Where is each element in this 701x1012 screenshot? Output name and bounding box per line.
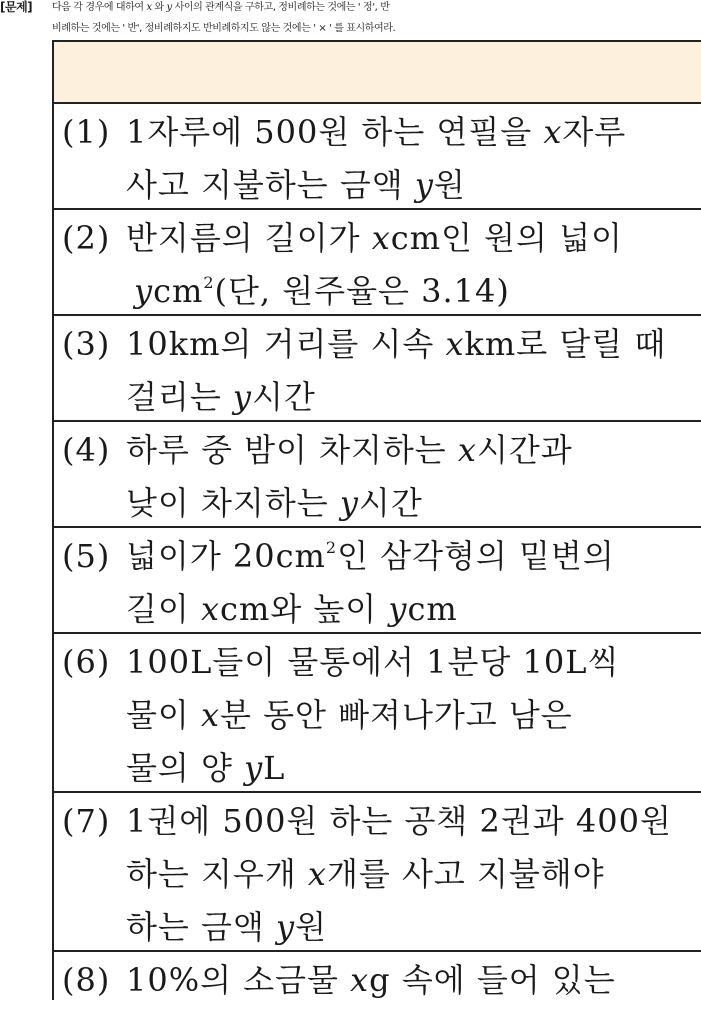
table-header-row [54, 42, 701, 104]
problem-line: 사고 지불하는 금액 y원 [126, 166, 466, 204]
problem-number: (1) [62, 113, 111, 151]
problem-line: ycm$^2$(단, 원주율은 3.14) [134, 272, 510, 310]
problem-line: 하루 중 밤이 차지하는 x시간과 [126, 431, 573, 469]
instruction-text: 다음 각 경우에 대하여 [52, 2, 144, 13]
problem-number: (7) [62, 802, 111, 840]
problem-line: 10km의 거리를 시속 xkm로 달릴 때 [126, 325, 667, 363]
problem-line: 1자루에 500원 하는 연필을 x자루 [126, 113, 627, 151]
problem-row-3 [54, 316, 701, 422]
problem-number: (5) [62, 537, 111, 575]
problem-number: (6) [62, 643, 111, 681]
problem-line: 물이 x분 동안 빠져나가고 남은 [126, 696, 573, 734]
problem-line: 걸리는 y시간 [126, 378, 316, 416]
problem-line: 10%의 소금물 xg 속에 들어 있는 [126, 961, 616, 999]
instruction-text: 와 [154, 2, 164, 13]
problem-table [52, 40, 701, 1000]
problem-number: (8) [62, 961, 111, 999]
var-y: y [166, 2, 172, 13]
problem-number: (3) [62, 325, 111, 363]
problem-line: 100L들이 물통에서 1분당 10L씩 [126, 643, 620, 681]
problem-line: 1권에 500원 하는 공책 2권과 400원 [126, 802, 672, 840]
instruction-text: 사이의 관계식을 구하고, 정비례하는 것에는 ' 정', 반 [174, 2, 390, 13]
problem-tag: [문제] [0, 0, 33, 14]
problem-line: 길이 xcm와 높이 ycm [126, 590, 458, 628]
problem-row-4 [54, 422, 701, 528]
instruction-line-2: 비례하는 것에는 ' 반', 정비례하지도 반비례하지도 않는 것에는 ' × ' 를 표시하여라. [52, 23, 396, 34]
problem-line: 넓이가 $20cm^2$인 삼각형의 밑변의 [126, 537, 615, 575]
problem-row-7 [54, 793, 701, 952]
instruction-line-1 [52, 1, 692, 14]
problem-row-1 [54, 104, 701, 210]
problem-row-2 [54, 210, 701, 316]
problem-line: 물의 양 yL [126, 749, 286, 787]
page-header [0, 0, 701, 40]
problem-line: 하는 금액 y원 [126, 908, 327, 946]
var-x: x [146, 2, 152, 13]
problem-number: (4) [62, 431, 111, 469]
problem-row-6 [54, 634, 701, 793]
problem-line: 낮이 차지하는 y시간 [126, 484, 423, 522]
problem-row-8 [54, 952, 701, 1012]
problem-line: 하는 지우개 x개를 사고 지불해야 [126, 855, 605, 893]
problem-number: (2) [62, 219, 111, 257]
problem-line: 반지름의 길이가 xcm인 원의 넓이 [126, 219, 623, 257]
problem-row-5 [54, 528, 701, 634]
